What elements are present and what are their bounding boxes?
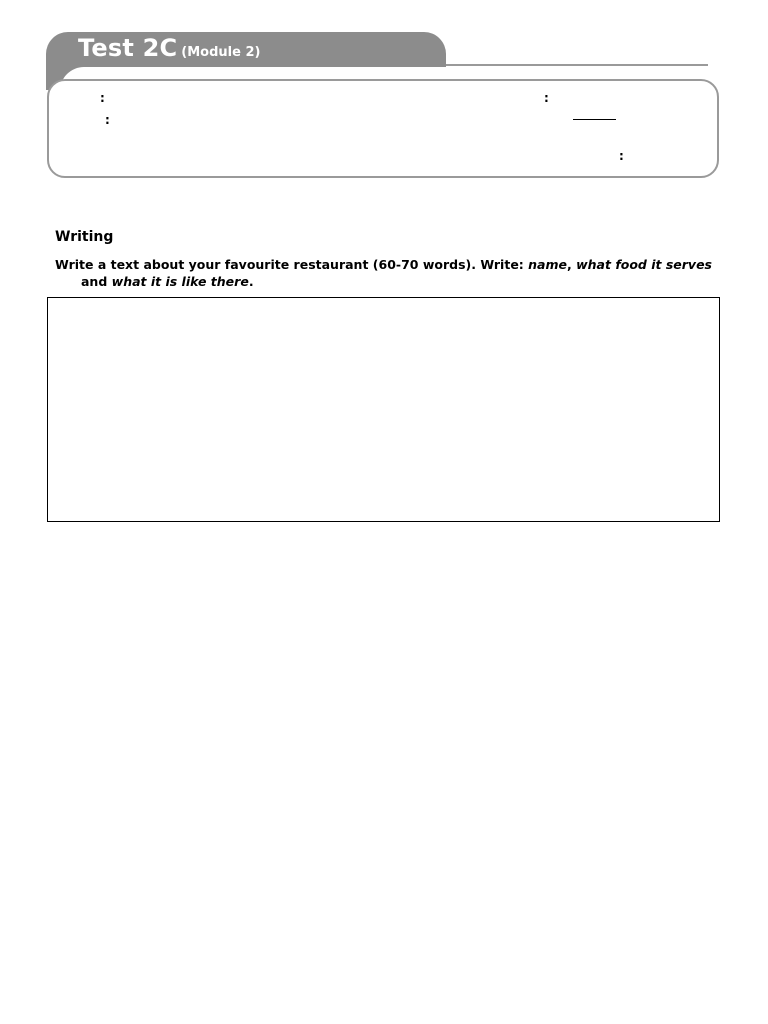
instruction-item-like: what it is like there [111, 274, 249, 289]
instructions-line-2 [55, 273, 720, 290]
module-label: (Module 2) [181, 45, 261, 60]
info-colon-4: : [619, 149, 624, 163]
writing-instructions [55, 256, 720, 290]
page-title [78, 34, 260, 62]
instruction-period: . [248, 274, 254, 289]
instruction-comma: , [567, 257, 577, 272]
instruction-item-food: what food it serves [576, 257, 712, 272]
info-blank-line [573, 119, 616, 120]
test-title: Test 2C [78, 34, 178, 62]
header-rule [446, 64, 708, 66]
info-colon-1: : [100, 91, 105, 105]
section-heading: Writing [55, 229, 114, 245]
student-info-box [47, 79, 719, 178]
instruction-item-name: name [528, 257, 567, 272]
instruction-lead: Write a text about your favourite restaurant (60-70 words). Write: [55, 257, 529, 272]
info-colon-3: : [544, 91, 549, 105]
instructions-line-1 [55, 256, 720, 273]
info-colon-2: : [105, 113, 110, 127]
instruction-connector: and [81, 274, 112, 289]
writing-answer-box[interactable] [47, 297, 720, 522]
